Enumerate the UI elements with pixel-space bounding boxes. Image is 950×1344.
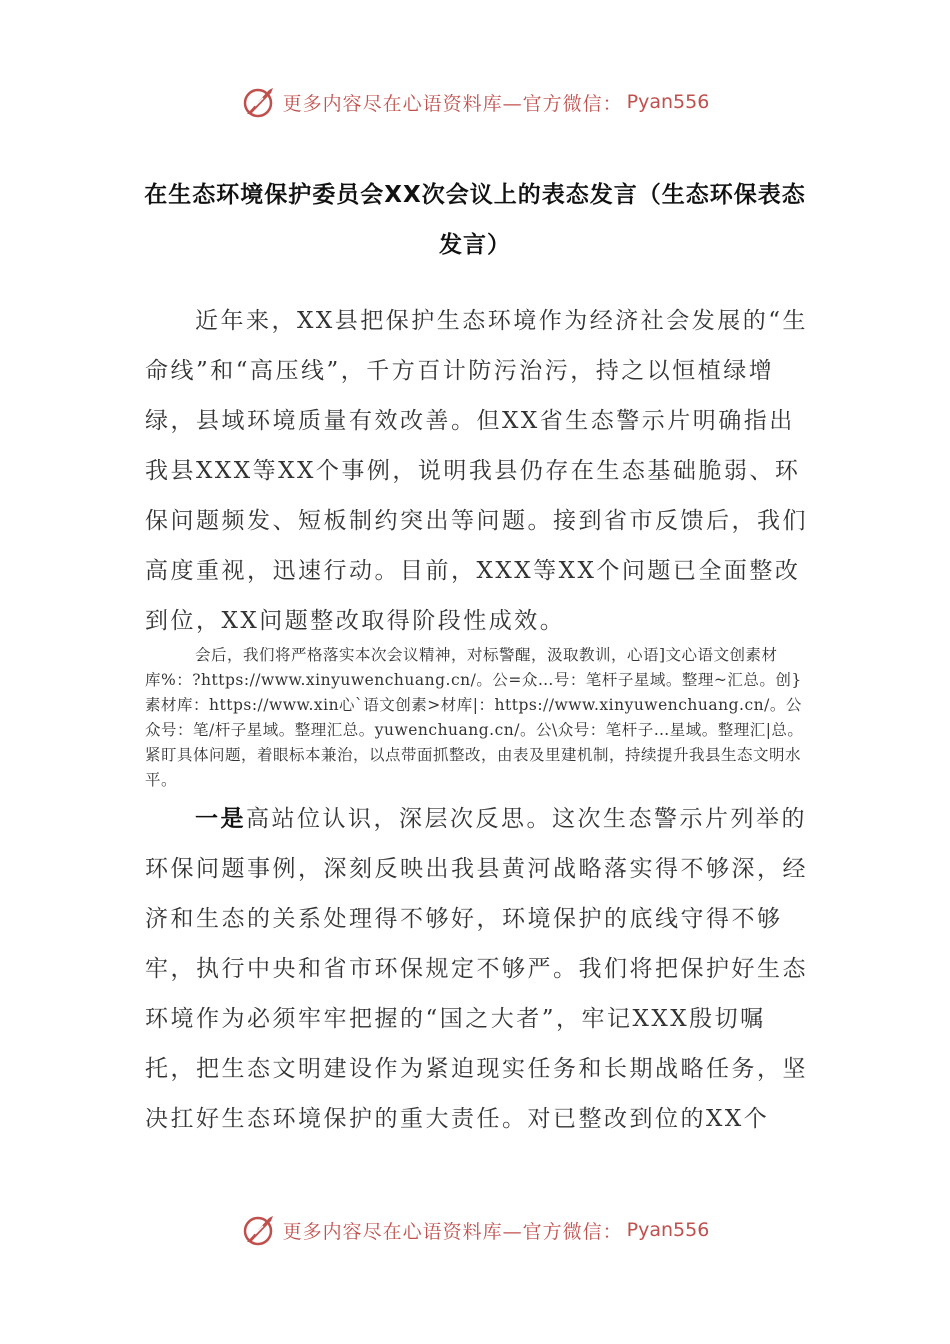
footer-banner [0, 1210, 950, 1250]
wechat-id: Pyan556 [626, 91, 710, 113]
header-banner [0, 82, 950, 122]
paragraph-watermarked: 会后，我们将严格落实本次会议精神，对标警醒，汲取教训，心语]文心语文创素材库%：?https://www.xinyuwenchuang.cn/。公=众…号：笔杆子星域。整理~汇总。创}素材库：https://www.xin心`语文创素>材库|：https://www.xinyuwenchuang.cn/。公众号：笔/杆子星域。整理汇总。yuwenchuang.cn/。公\众号：笔杆子…星域。整理汇|总。紧盯具体问题，着眼标本兼治，以点带面抓整改，由表及里建机制，持续提升我县生态文明水平。 [145, 646, 804, 789]
banner-text: 更多内容尽在心语资料库—官方微信： [282, 1220, 623, 1243]
wechat-id: Pyan556 [626, 1219, 710, 1241]
document-title: 在生态环境保护委员会XX次会议上的表态发言（生态环保表态发言） [144, 182, 806, 258]
quill-pen-logo-icon [241, 84, 277, 120]
paragraph-point-one [145, 794, 810, 1144]
banner-text: 更多内容尽在心语资料库—官方微信： [282, 92, 623, 115]
point-one-text: 高站位认识，深层次反思。这次生态警示片列举的环保问题事例，深刻反映出我县黄河战略落实得不够深，经济和生态的关系处理得不够好，环境保护的底线守得不够牢，执行中央和省市环保规定不够严。我们将把保护好生态环境作为必须牢牢把握的“国之大者”，牢记XXX殷切嘱托，把生态文明建设作为紧迫现实任务和长期战略任务，坚决扛好生态环境保护的重大责任。对已整改到位的XX个 [145, 806, 808, 1132]
paragraph-intro: 近年来，XX县把保护生态环境作为经济社会发展的“生命线”和“高压线”，千方百计防污治污，持之以恒植绿增绿，县域环境质量有效改善。但XX省生态警示片明确指出我县XXX等XX个事例，说明我县仍存在生态基础脆弱、环保问题频发、短板制约突出等问题。接到省市反馈后，我们高度重视，迅速行动。目前，XXX等XX个问题已全面整改到位，XX问题整改取得阶段性成效。 [145, 308, 809, 634]
quill-pen-logo-icon [241, 1212, 277, 1248]
point-lead: 一是 [195, 806, 246, 832]
